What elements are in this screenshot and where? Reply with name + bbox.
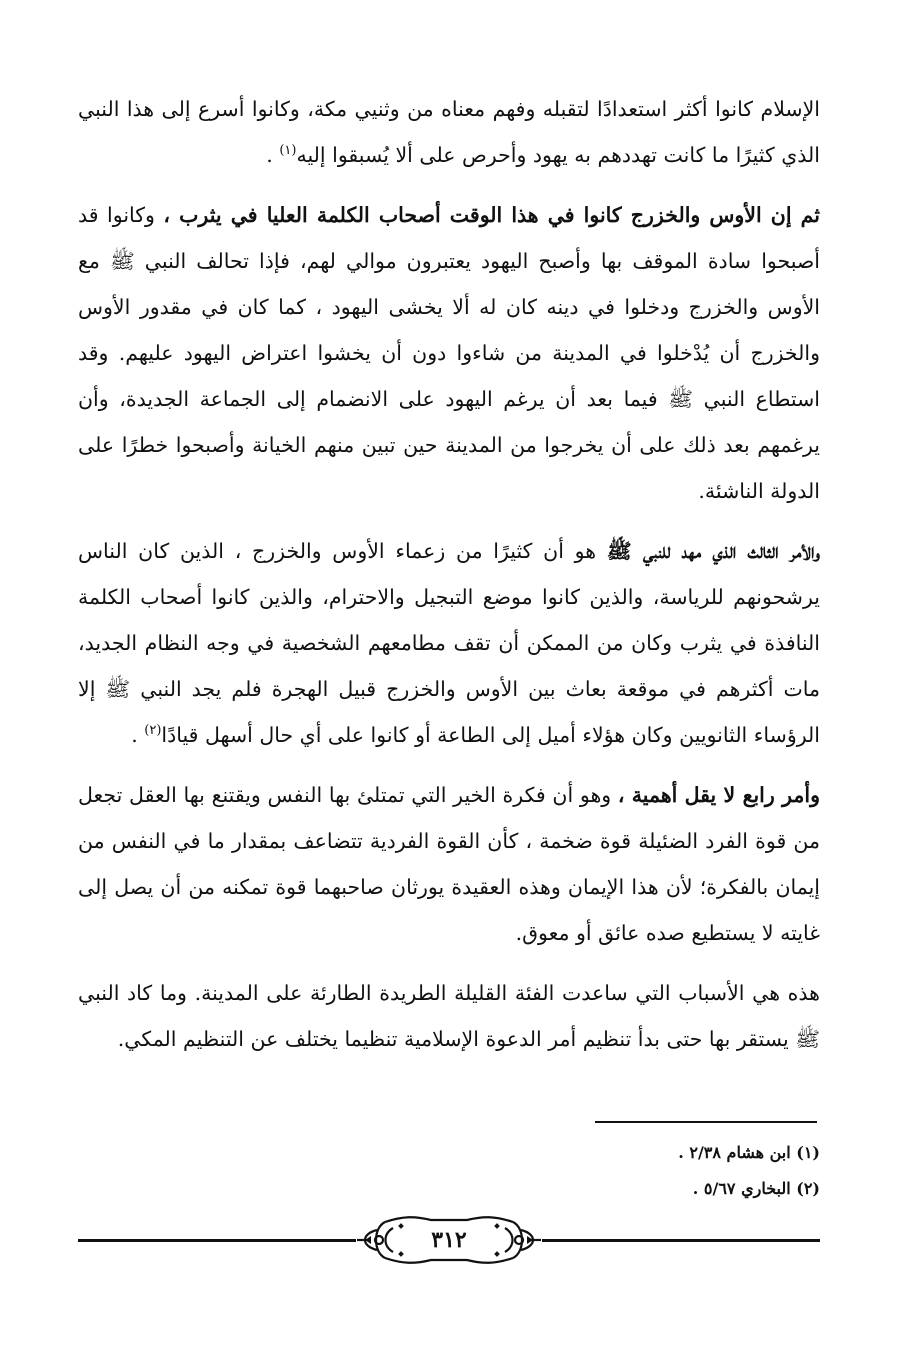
- paragraph-4: [78, 772, 820, 956]
- footnote-ref-2[interactable]: (٢): [144, 723, 162, 739]
- footnote-1: (١) ابن هشام ٢/٣٨ .: [678, 1143, 820, 1162]
- paragraph-5: [78, 970, 820, 1062]
- paragraph-1: [78, 86, 820, 178]
- bottom-rule-right: [542, 1239, 820, 1242]
- footnote-2: (٢) البخاري ٥/٦٧ .: [692, 1179, 820, 1198]
- footnote-ref-1[interactable]: (١): [279, 143, 297, 159]
- paragraph-1-tail: .: [266, 143, 280, 167]
- paragraph-3-lead: والأمر الثالث الذي مهد للنبي ﷺ: [606, 539, 820, 563]
- bottom-rule-left: [78, 1239, 356, 1242]
- footnotes: [320, 1138, 820, 1210]
- paragraph-3-text: هو أن كثيرًا من زعماء الأوس والخزرج ، الذين كان الناس يرشحونهم للرياسة، والذين كانوا موضع التبجيل والاحترام، والذين كانوا أصحاب الكلمة النافذة في يثرب وكان من الممكن أن تقف مطامعهم الشخصية في وجه النظام الجديد، مات أكثرهم في موقعة بعاث بين الأوس والخزرج قبيل الهجرة فلم يجد النبي ﷺ إلا الرؤساء الثانويين وكان هؤلاء أميل إلى الطاعة أو كانوا على أي حال أسهل قيادًا: [78, 539, 820, 747]
- paragraph-2-lead: ثم إن الأوس والخزرج كانوا في هذا الوقت أصحاب الكلمة العليا في يثرب ،: [163, 203, 820, 227]
- paragraph-3: [78, 528, 820, 758]
- paragraph-5-text: هذه هي الأسباب التي ساعدت الفئة القليلة الطريدة الطارئة على المدينة. وما كاد النبي ﷺ يستقر بها حتى بدأ تنظيم أمر الدعوة الإسلامية تنظيما يختلف عن التنظيم المكي.: [78, 981, 820, 1051]
- paragraph-2-text: وكانوا قد أصبحوا سادة الموقف بها وأصبح اليهود يعتبرون موالي لهم، فإذا تحالف النبي ﷺ مع الأوس والخزرج ودخلوا في دينه كان له ألا يخشى اليهود ، كما كان في مقدور الأوس والخزرج أن يُدْخلوا في المدينة من شاءوا دون أن يخشوا اعتراض اليهود عليهم. وقد استطاع النبي ﷺ فيما بعد أن يرغم اليهود على الانضمام إلى الجماعة الجديدة، وأن يرغمهم بعد ذلك على أن يخرجوا من المدينة حين تبين منهم الخيانة وأصبحوا خطرًا على الدولة الناشئة.: [78, 203, 820, 503]
- paragraph-4-text: وهو أن فكرة الخير التي تمتلئ بها النفس ويقتنع بها العقل تجعل من قوة الفرد الضئيلة قوة ضخمة ، كأن القوة الفردية تتضاعف بمقدار ما في النفس من إيمان بالفكرة؛ لأن هذا الإيمان وهذه العقيدة يورثان صاحبهما قوة تمكنه من أن يصل إلى غايته لا يستطيع صده عائق أو معوق.: [78, 783, 820, 945]
- paragraph-4-lead: وأمر رابع لا يقل أهمية ،: [617, 783, 820, 807]
- paragraph-2: [78, 192, 820, 514]
- page-body: [78, 86, 820, 1076]
- page-number: ٣١٢: [431, 1227, 467, 1253]
- page-number-ornament: [355, 1214, 543, 1266]
- footnote-divider: [595, 1121, 817, 1123]
- paragraph-3-tail: .: [131, 723, 145, 747]
- paragraph-1-text: الإسلام كانوا أكثر استعدادًا لتقبله وفهم معناه من وثنيي مكة، وكانوا أسرع إلى هذا النبي الذي كثيرًا ما كانت تهددهم به يهود وأحرص على ألا يُسبقوا إليه: [78, 97, 820, 167]
